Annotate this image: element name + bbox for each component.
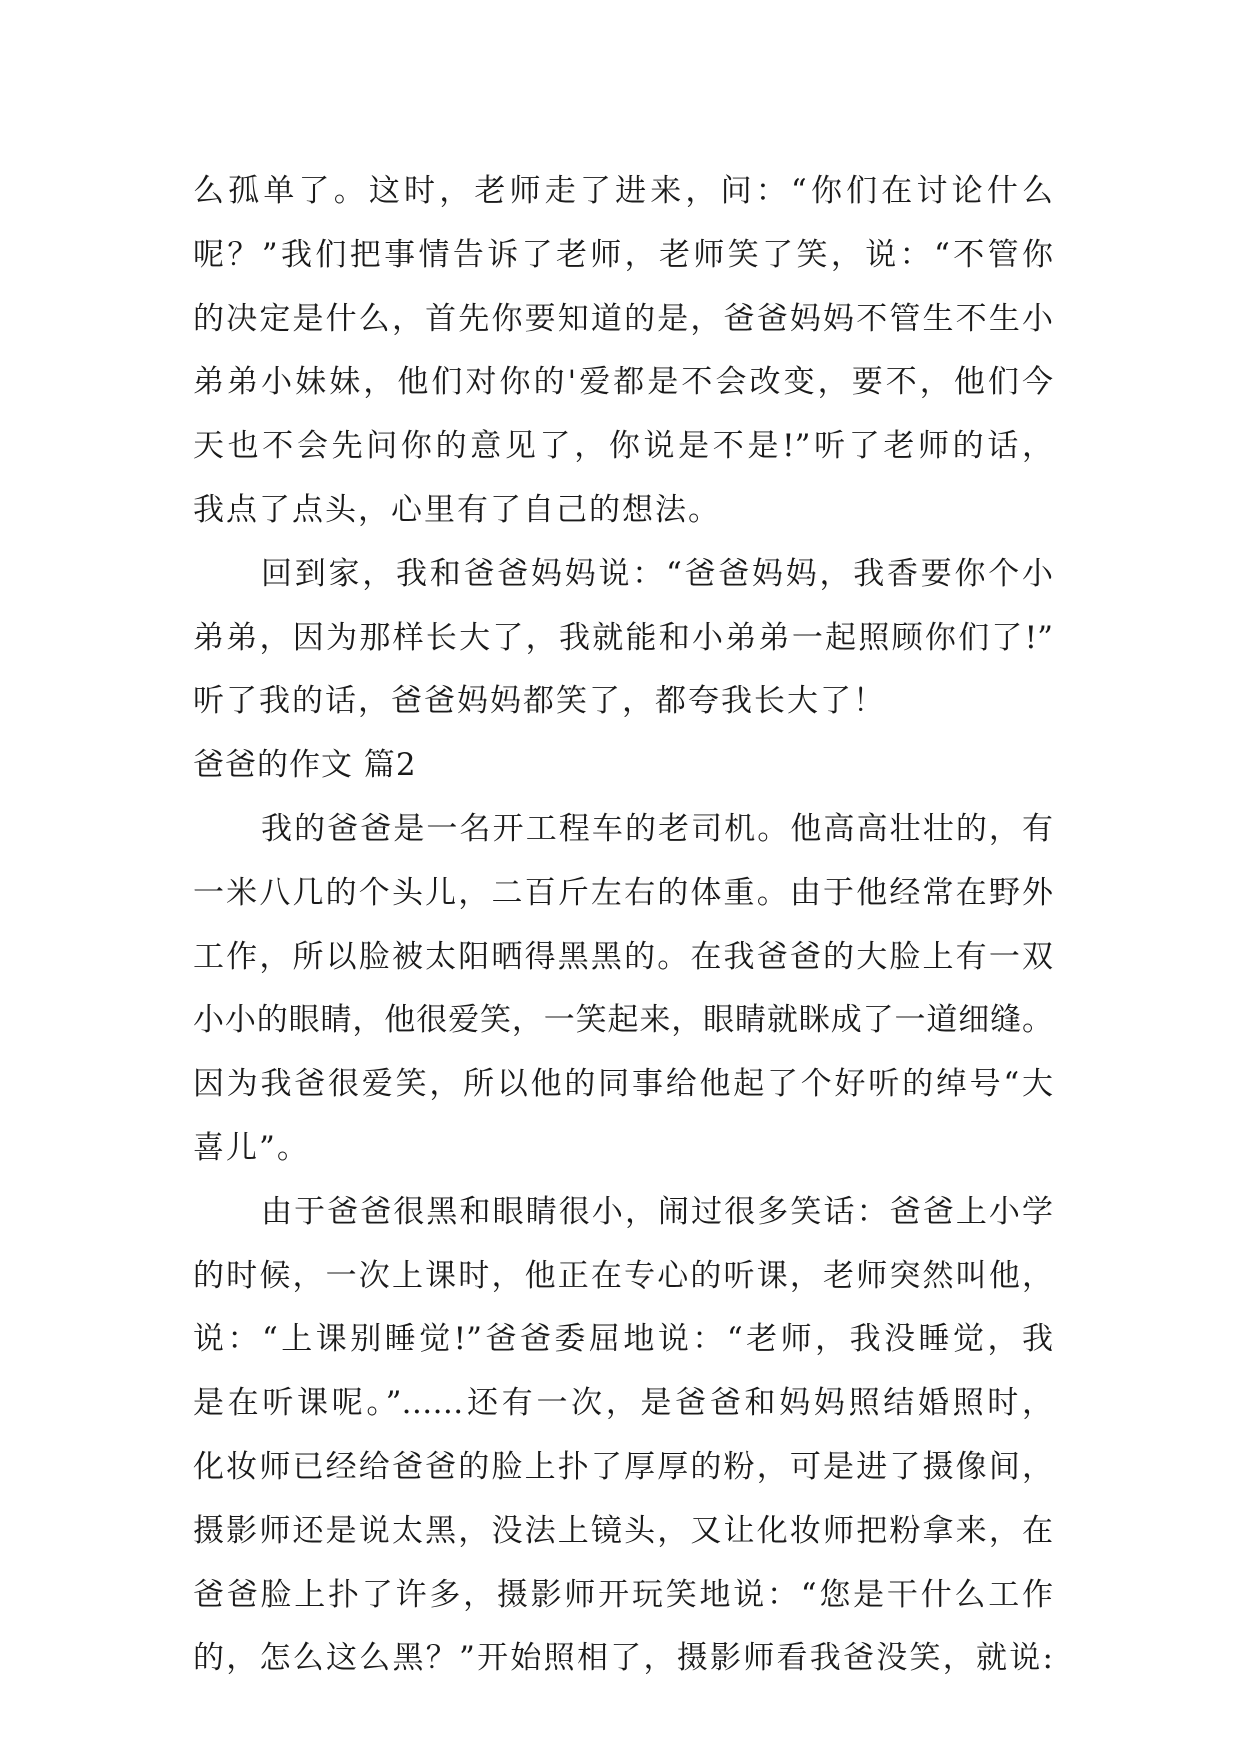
text-line: 爸爸脸上扑了许多，摄影师开玩笑地说：“您是干什么工作 — [193, 1576, 1053, 1613]
text-line: 呢？”我们把事情告诉了老师，老师笑了笑，说：“不管你 — [193, 236, 1053, 273]
text-line: 弟弟小妹妹，他们对你的'爱都是不会改变，要不，他们今 — [193, 364, 1053, 401]
text-line: 的时候，一次上课时，他正在专心的听课，老师突然叫他， — [193, 1257, 1053, 1294]
text-line: 弟弟，因为那样长大了，我就能和小弟弟一起照顾你们了!” — [193, 619, 1053, 656]
text-line: 摄影师还是说太黑，没法上镜头，又让化妆师把粉拿来，在 — [193, 1512, 1053, 1549]
text-line: 的，怎么这么黑？”开始照相了，摄影师看我爸没笑，就说: — [193, 1640, 1053, 1677]
text-line: 么孤单了。这时，老师走了进来，问：“你们在讨论什么 — [193, 173, 1053, 209]
paragraph-first-line: 由于爸爸很黑和眼睛很小，闹过很多笑话：爸爸上小学 — [261, 1193, 1053, 1230]
text-line: 的决定是什么，首先你要知道的是，爸爸妈妈不管生不生小 — [193, 300, 1053, 337]
text-line: 喜儿”。 — [193, 1129, 310, 1166]
text-line: 工作，所以脸被太阳晒得黑黑的。在我爸爸的大脸上有一双 — [193, 938, 1053, 975]
document-body — [193, 160, 1053, 1691]
section-heading: 爸爸的作文 篇2 — [193, 747, 417, 784]
paragraph-first-line: 我的爸爸是一名开工程车的老司机。他高高壮壮的，有 — [261, 810, 1053, 847]
text-line: 因为我爸很爱笑，所以他的同事给他起了个好听的绰号“大 — [193, 1066, 1053, 1103]
text-line: 一米八几的个头儿，二百斤左右的体重。由于他经常在野外 — [193, 874, 1053, 911]
paragraph-first-line: 回到家，我和爸爸妈妈说：“爸爸妈妈，我香要你个小 — [261, 555, 1053, 592]
text-line: 听了我的话，爸爸妈妈都笑了，都夸我长大了！ — [193, 683, 886, 720]
text-line: 说：“上课别睡觉!”爸爸委屈地说：“老师，我没睡觉，我 — [193, 1321, 1053, 1358]
text-line: 天也不会先问你的意见了，你说是不是!”听了老师的话， — [193, 428, 1053, 465]
text-line: 是在听课呢。”……还有一次，是爸爸和妈妈照结婚照时， — [193, 1385, 1053, 1422]
text-line: 化妆师已经给爸爸的脸上扑了厚厚的粉，可是进了摄像间， — [193, 1448, 1053, 1485]
text-line: 我点了点头，心里有了自己的想法。 — [193, 491, 721, 528]
text-line: 小小的眼睛，他很爱笑，一笑起来，眼睛就眯成了一道细缝。 — [193, 1002, 1053, 1039]
